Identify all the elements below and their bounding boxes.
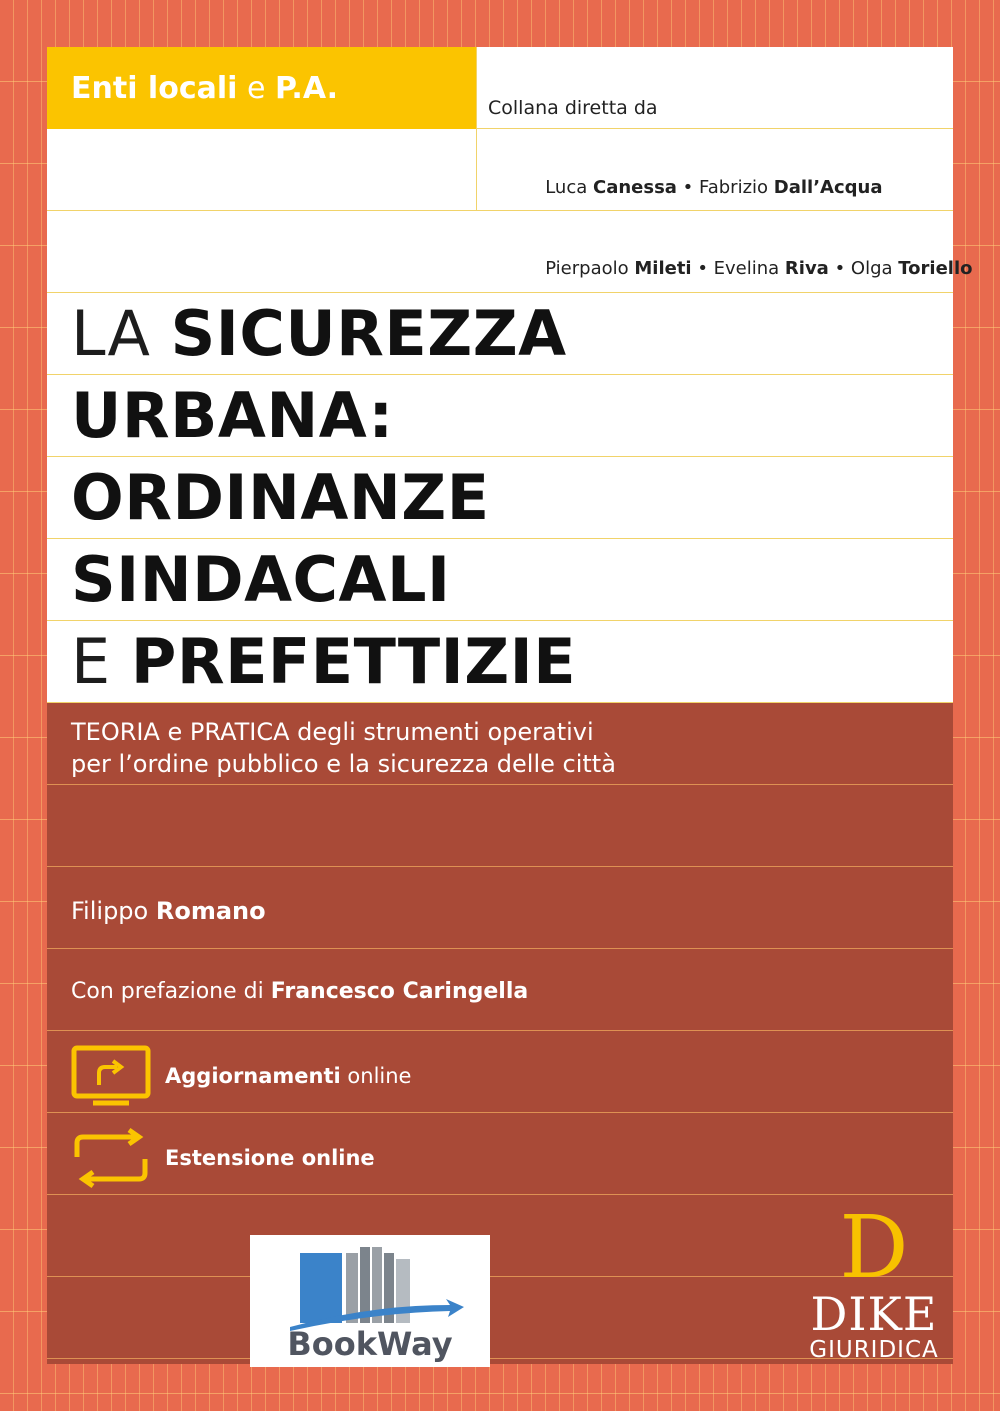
publisher-mark: D bbox=[839, 1198, 909, 1298]
series-tag bbox=[47, 47, 477, 129]
publisher-sub: GIURIDICA bbox=[809, 1337, 939, 1363]
header-divider bbox=[476, 47, 477, 211]
sync-arrows-icon bbox=[71, 1127, 151, 1189]
editor-last-name: Canessa bbox=[593, 177, 677, 198]
series-joiner: e bbox=[237, 70, 275, 106]
editor-last-name: Riva bbox=[784, 258, 829, 279]
feature-updates-bold: Aggiornamenti bbox=[165, 1064, 341, 1088]
feature-updates-label bbox=[165, 1064, 411, 1088]
subtitle-line-1: TEORIA e PRATICA degli strumenti operativi bbox=[71, 718, 594, 746]
author-first-name: Filippo bbox=[71, 897, 156, 925]
books-icon bbox=[250, 1235, 490, 1367]
series-name-2: P.A. bbox=[274, 70, 338, 106]
title-line-4: SINDACALI bbox=[71, 543, 451, 616]
bookway-wordmark: BookWay bbox=[287, 1325, 453, 1363]
publisher-logo bbox=[804, 1198, 944, 1365]
collana-label: Collana diretta da bbox=[488, 97, 658, 119]
editor-first-name: • Olga bbox=[828, 258, 899, 279]
feature-updates bbox=[71, 1045, 411, 1107]
title-word-prefettizie: PREFETTIZIE bbox=[130, 625, 577, 698]
editor-last-name: Mileti bbox=[634, 258, 692, 279]
editor-last-name: Dall’Acqua bbox=[773, 177, 883, 198]
header-block bbox=[47, 47, 973, 703]
title-line-2: URBANA: bbox=[71, 379, 394, 452]
preface-author: Francesco Caringella bbox=[270, 979, 529, 1004]
subtitle-line-2: per l’ordine pubblico e la sicurezza delle città bbox=[71, 750, 616, 778]
publisher-name: DIKE bbox=[810, 1287, 938, 1341]
author-last-name: Romano bbox=[155, 897, 266, 925]
preface bbox=[71, 979, 528, 1004]
title-word-sicurezza: SICUREZZA bbox=[170, 297, 567, 370]
feature-extension-bold: Estensione online bbox=[165, 1146, 375, 1170]
title-line-1 bbox=[71, 293, 567, 375]
editors-list bbox=[488, 147, 972, 309]
title-line-5 bbox=[71, 621, 576, 703]
title-line-3: ORDINANZE bbox=[71, 461, 490, 534]
editor-first-name: Pierpaolo bbox=[545, 258, 635, 279]
title-article: LA bbox=[71, 297, 171, 370]
editor-first-name: Luca bbox=[545, 177, 593, 198]
bookway-logo bbox=[250, 1235, 490, 1367]
feature-extension-label bbox=[165, 1146, 375, 1170]
author bbox=[71, 897, 266, 925]
editor-first-name: • Evelina bbox=[691, 258, 785, 279]
feature-updates-rest: online bbox=[340, 1064, 412, 1088]
title-conjunction: E bbox=[71, 625, 131, 698]
feature-extension bbox=[71, 1127, 375, 1189]
subtitle bbox=[71, 716, 616, 780]
editor-last-name: Toriello bbox=[898, 258, 973, 279]
editor-first-name: • Fabrizio bbox=[676, 177, 774, 198]
editors-line-1 bbox=[488, 147, 972, 228]
monitor-update-icon bbox=[71, 1045, 151, 1107]
cover-panel bbox=[47, 47, 973, 1364]
series-name-1: Enti locali bbox=[71, 70, 238, 106]
preface-prefix: Con prefazione di bbox=[71, 979, 271, 1004]
